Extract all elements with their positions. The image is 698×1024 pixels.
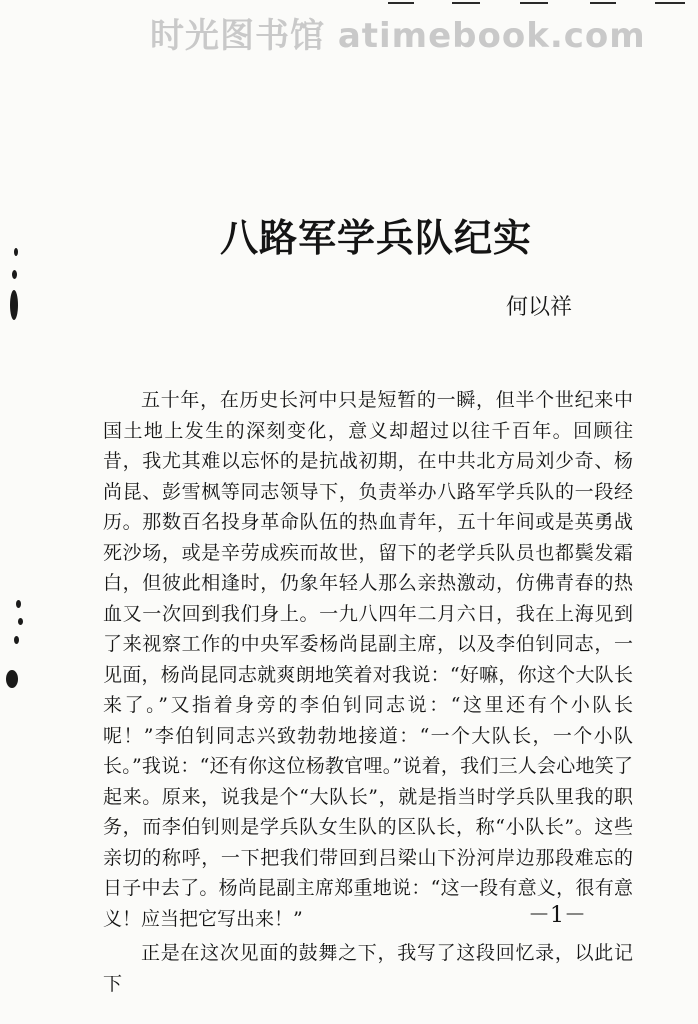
binding-mark xyxy=(14,636,19,644)
binding-mark xyxy=(12,270,17,279)
binding-mark xyxy=(16,600,21,608)
binding-mark xyxy=(18,618,23,625)
page-number: －1－ xyxy=(528,903,586,928)
binding-mark xyxy=(6,670,18,688)
top-rule xyxy=(655,2,685,4)
top-rule xyxy=(388,2,414,4)
watermark: 时光图书馆 atimebook.com xyxy=(150,16,646,56)
top-rule xyxy=(590,2,616,4)
paragraph: 五十年，在历史长河中只是短暂的一瞬，但半个世纪来中国土地上发生的深刻变化，意义却超过以往千百年。回顾往昔，我尤其难以忘怀的是抗战初期，在中共北方局刘少奇、杨尚昆、彭雪枫等同志领导下，负责举办八路军学兵队的一段经历。那数百名投身革命队伍的热血青年，五十年间或是英勇战死沙场，或是辛劳成疾而故世，留下的老学兵队员也都鬓发霜白，但彼此相逢时，仍象年轻人那么亲热激动，仿佛青春的热血又一次回到我们身上。一九八四年二月六日，我在上海见到了来视察工作的中央军委杨尚昆副主席，以及李伯钊同志，一见面，杨尚昆同志就爽朗地笑着对我说：“好嘛，你这个大队长来了。”又指着身旁的李伯钊同志说：“这里还有个小队长呢！”李伯钊同志兴致勃勃地接道：“一个大队长，一个小队长。”我说：“还有你这位杨教官哩。”说着，我们三人会心地笑了起来。原来，说我是个“大队长”，就是指当时学兵队里我的职务，而李伯钊则是学兵队女生队的区队长，称“小队长”。这些亲切的称呼，一下把我们带回到吕梁山下汾河岸边那段难忘的日子中去了。杨尚昆副主席郑重地说：“这一段有意义，很有意义！应当把它写出来！” xyxy=(103,389,633,930)
binding-mark xyxy=(14,248,18,256)
paragraph: 正是在这次见面的鼓舞之下，我写了这段回忆录，以此记下 xyxy=(103,942,633,995)
author: 何以祥 xyxy=(506,295,573,320)
page-title: 八路军学兵队纪实 xyxy=(220,216,533,260)
binding-mark xyxy=(10,290,18,320)
top-rule xyxy=(520,2,548,4)
top-rule xyxy=(452,2,480,4)
